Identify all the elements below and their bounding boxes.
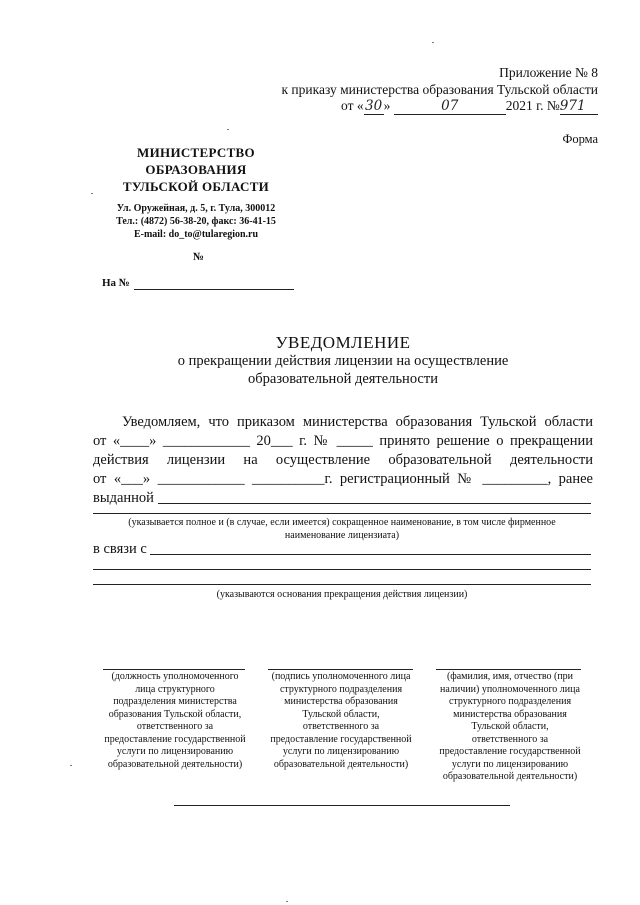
incoming-number-line — [134, 289, 294, 290]
signature-caption-line: предоставление государственной — [270, 733, 412, 745]
ministry-email: E-mail: do_to@tularegion.ru — [133, 229, 259, 240]
ministry-line3: ТУЛЬСКОЙ ОБЛАСТИ — [122, 179, 270, 194]
name-caption-line: услуги по лицензированию — [451, 758, 569, 770]
reason-label: в связи с — [93, 541, 147, 557]
name-caption-line: ответственного за — [471, 733, 549, 745]
order-reference: к приказу министерства образования Тульской области — [281, 82, 598, 97]
notice-subtitle-2: образовательной деятельности — [248, 371, 438, 387]
name-caption-line: Тульской области, — [471, 721, 549, 732]
reason-line-2 — [93, 569, 591, 570]
name-caption-line: предоставление государственной — [439, 746, 581, 757]
name-caption — [424, 671, 596, 784]
name-caption-line: наличии) уполномоченного лица — [440, 683, 580, 695]
ministry-line2: ОБРАЗОВАНИЯ — [145, 162, 247, 177]
position-caption-line: предоставление государственной — [104, 733, 246, 745]
ministry-block — [96, 144, 296, 195]
signature-caption-line: ответственного за — [302, 721, 380, 732]
notice-title: УВЕДОМЛЕНИЕ — [275, 333, 411, 352]
signature-line — [268, 669, 413, 670]
scan-speck — [432, 42, 434, 43]
licensee-caption-2: наименование лицензиата) — [284, 530, 400, 541]
date-mid: » — [383, 98, 391, 113]
name-caption-line: структурного подразделения — [448, 696, 572, 707]
ministry-contacts — [96, 202, 296, 241]
licensee-caption-1: (указывается полное и (в случае, если имеется) сокращенное наименование, в том числе фирменное — [128, 517, 556, 528]
outgoing-number-label: № — [193, 251, 205, 263]
ministry-phone: Тел.: (4872) 56-38-20, факс: 36-41-15 — [116, 216, 276, 227]
body-line-2: от «____» ____________ 20___ г. № _____ принято решение о прекращении — [93, 433, 593, 449]
body-line-3: действия лицензии на осуществление образовательной деятельности — [93, 452, 593, 468]
body-line-1: Уведомляем, что приказом министерства образования Тульской области — [122, 414, 593, 430]
signature-caption-line: Тульской области, — [302, 708, 380, 720]
ministry-line1: МИНИСТЕРСТВО — [137, 145, 255, 160]
signature-caption-line: образовательной деятельности) — [273, 758, 409, 770]
position-caption-line: лица структурного — [135, 683, 215, 695]
date-month: 07 — [394, 98, 506, 115]
licensee-line — [93, 513, 591, 514]
date-prefix: от « — [341, 98, 364, 113]
position-caption-line: (должность уполномоченного — [111, 671, 239, 682]
reason-line-3 — [93, 584, 591, 585]
scan-speck — [227, 129, 229, 130]
scan-speck — [286, 901, 288, 902]
name-caption-line: министерства образования — [453, 708, 567, 720]
position-line — [103, 669, 245, 670]
position-caption-line: подразделения министерства — [113, 696, 237, 707]
signature-caption-line: министерства образования — [284, 696, 398, 707]
position-caption — [90, 671, 260, 771]
position-caption-line: услуги по лицензированию — [116, 746, 234, 757]
name-caption-line: образовательной деятельности) — [442, 771, 578, 782]
position-caption-line: образования Тульской области, — [108, 708, 242, 720]
reason-caption: (указываются основания прекращения действия лицензии) — [216, 589, 468, 600]
signature-caption-line: (подпись уполномоченного лица — [271, 671, 411, 682]
order-date-line — [341, 98, 598, 115]
signature-caption-line: структурного подразделения — [279, 683, 403, 695]
name-caption-line: (фамилия, имя, отчество (при — [446, 671, 574, 682]
issued-line — [158, 503, 591, 504]
body-line-4: от «___» ____________ __________г. регистрационный № _________, ранее — [93, 471, 593, 487]
date-year: 2021 г. № — [505, 98, 560, 113]
position-caption-line: образовательной деятельности) — [107, 758, 243, 770]
ministry-address: Ул. Оружейная, д. 5, г. Тула, 300012 — [116, 203, 276, 214]
reason-line-1 — [150, 554, 591, 555]
date-day: 30 — [365, 98, 383, 114]
scan-speck — [70, 765, 72, 766]
name-line — [436, 669, 581, 670]
position-caption-line: ответственного за — [136, 721, 214, 732]
order-number: 971 — [560, 98, 598, 115]
incoming-number-label: На № — [102, 277, 130, 289]
bottom-separator — [174, 805, 510, 806]
signature-caption — [256, 671, 426, 771]
appendix-number: Приложение № 8 — [499, 65, 598, 80]
issued-label: выданной — [93, 490, 154, 506]
signature-caption-line: услуги по лицензированию — [282, 746, 400, 757]
notice-subtitle-1: о прекращении действия лицензии на осуществление — [177, 353, 509, 369]
form-label: Форма — [562, 132, 598, 146]
scan-speck — [91, 193, 93, 194]
